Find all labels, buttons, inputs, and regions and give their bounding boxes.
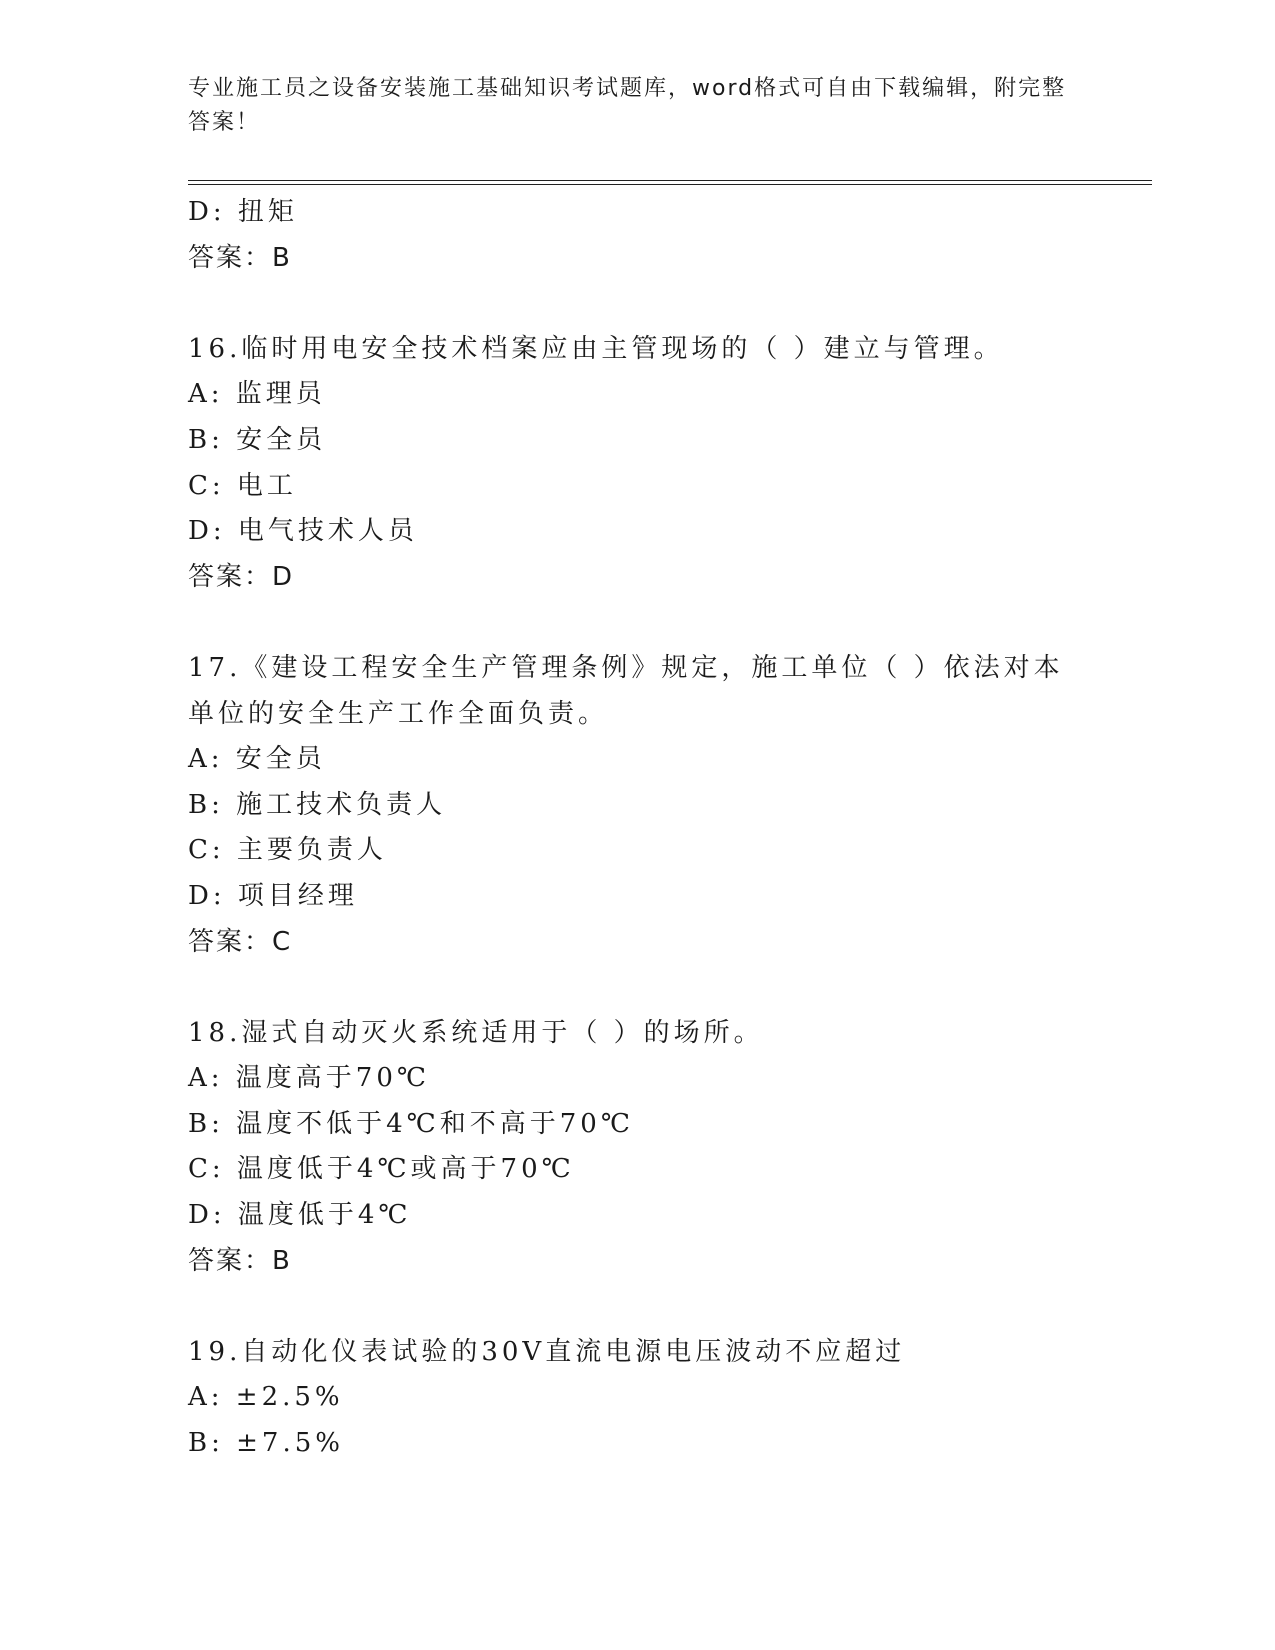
option-c: C: 主要负责人 xyxy=(188,835,387,866)
option-b: B: 安全员 xyxy=(188,424,327,455)
option-d: D: 项目经理 xyxy=(188,880,358,911)
option-a: A: 安全员 xyxy=(188,744,326,775)
answer: 答案：B xyxy=(188,1245,292,1276)
option-d: D: 扭矩 xyxy=(188,197,298,227)
question-18 xyxy=(188,1011,1088,1285)
answer: 答案：B xyxy=(188,242,292,273)
question-16 xyxy=(188,327,1088,601)
document-body xyxy=(188,190,1088,1467)
question-19 xyxy=(188,1330,1088,1467)
option-a: A: 监理员 xyxy=(188,379,326,410)
option-a: A: ±2.5% xyxy=(188,1382,344,1413)
option-d: D: 电气技术人员 xyxy=(188,516,418,547)
answer: 答案：D xyxy=(188,561,295,592)
option-a: A: 温度高于70℃ xyxy=(188,1063,430,1094)
option-d: D: 温度低于4℃ xyxy=(188,1200,412,1231)
document-header: 专业施工员之设备安装施工基础知识考试题库，word格式可自由下载编辑，附完整答案！ xyxy=(188,76,1067,135)
question-17 xyxy=(188,646,1088,965)
option-b: B: 温度不低于4℃和不高于70℃ xyxy=(188,1108,634,1139)
option-b: B: ±7.5% xyxy=(188,1428,344,1459)
question-stem: 19.自动化仪表试验的30V直流电源电压波动不应超过 xyxy=(188,1336,906,1367)
question-stem: 18.湿式自动灭火系统适用于（ ）的场所。 xyxy=(188,1017,764,1048)
header-divider-top xyxy=(188,180,1152,181)
question-stem: 17.《建设工程安全生产管理条例》规定，施工单位（ ）依法对本单位的安全生产工作全面负责。 xyxy=(188,652,1064,729)
answer: 答案：C xyxy=(188,926,293,957)
option-c: C: 电工 xyxy=(188,470,297,501)
option-b: B: 施工技术负责人 xyxy=(188,789,447,820)
option-c: C: 温度低于4℃或高于70℃ xyxy=(188,1154,575,1185)
question-stem: 16.临时用电安全技术档案应由主管现场的（ ）建立与管理。 xyxy=(188,333,1004,364)
header-divider-bottom xyxy=(188,184,1152,185)
